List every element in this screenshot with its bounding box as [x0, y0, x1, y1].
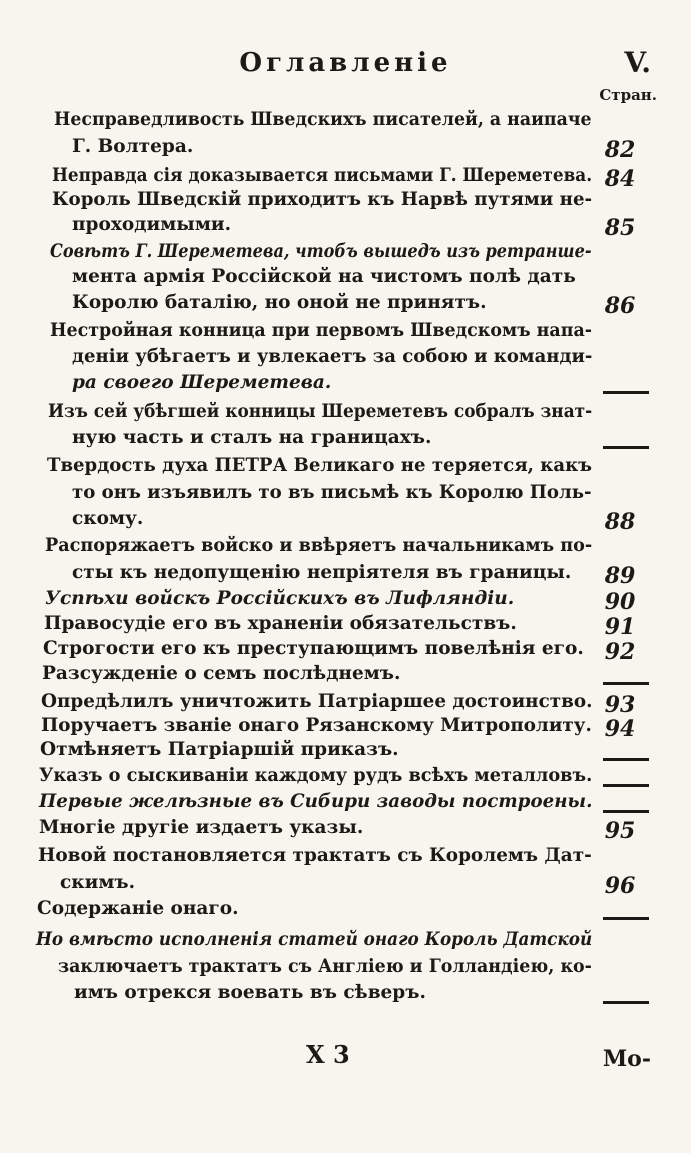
page-number: 88 — [604, 509, 636, 535]
page-dash — [603, 758, 649, 761]
toc-entry-line: мента армія Россійской на чистомъ полѣ дать — [72, 266, 576, 287]
page-number: 90 — [604, 589, 636, 615]
page-column-label: Стран. — [599, 86, 657, 104]
toc-entry-line: сты къ недопущенію непріятеля въ границы. — [72, 562, 572, 583]
toc-entry-line: то онъ изъявилъ то въ письмѣ къ Королю Поль- — [72, 482, 592, 503]
toc-entry-line: Король Шведскій приходитъ къ Нарвѣ путями не- — [52, 189, 593, 210]
toc-entry-line: Правосудіе его въ храненіи обязательствъ. — [44, 613, 517, 634]
page-number: 92 — [604, 639, 636, 665]
toc-entry-line: Поручаетъ званіе онаго Рязанскому Митрополиту. — [41, 715, 592, 736]
page-dash — [603, 917, 649, 920]
catchword: Мо- — [602, 1046, 651, 1072]
page-dash — [603, 391, 649, 394]
page-number: 85 — [604, 215, 636, 241]
page-number: 89 — [604, 563, 636, 589]
toc-entry-line: Распоряжаетъ войско и ввѣряетъ начальникамъ по- — [45, 535, 593, 556]
toc-entry-line: ра своего Шереметева. — [72, 372, 332, 393]
toc-entry-line: Новой постановляется трактатъ съ Королемъ Дат- — [38, 845, 592, 866]
toc-entry-line: Разсужденіе о семъ послѣднемъ. — [42, 663, 401, 684]
page-number: 86 — [604, 293, 636, 319]
toc-entry-line: заключаетъ трактатъ съ Англіею и Голландіею, ко- — [58, 956, 592, 977]
page-dash — [603, 810, 649, 813]
toc-entry-line: Успѣхи войскъ Россійскихъ въ Лифляндіи. — [45, 588, 515, 609]
toc-entry-line: Изъ сей убѣгшей конницы Шереметевъ собралъ знат- — [48, 401, 593, 422]
page-number: 84 — [604, 166, 636, 192]
toc-entry-line: Указъ о сыскиваніи каждому рудъ всѣхъ металловъ. — [39, 765, 593, 786]
toc-entry-line: Первые желѣзные въ Сибири заводы построены. — [39, 791, 593, 812]
toc-entry-line: Твердость духа ПЕТРА Великаго не теряется, какъ — [47, 455, 593, 476]
toc-entry-line: Г. Волтера. — [72, 136, 194, 157]
page-number-roman: V. — [624, 46, 651, 79]
page-dash — [603, 1001, 649, 1004]
page-dash — [603, 784, 649, 787]
toc-entry-line: Несправедливость Шведскихъ писателей, а наипаче — [54, 109, 592, 130]
toc-entry-line: Но вмѣсто исполненія статей онаго Король Датской — [36, 929, 593, 950]
toc-entry-line: Неправда сія доказывается письмами Г. Шереметева. — [52, 165, 593, 186]
page-number: 93 — [604, 692, 636, 718]
toc-entry-line: деніи убѣгаетъ и увлекаетъ за собою и команди- — [72, 346, 593, 367]
toc-entry-line: Отмѣняетъ Патріаршій приказъ. — [40, 739, 399, 760]
toc-entry-line: имъ отрекся воевать въ сѣверъ. — [74, 982, 426, 1003]
page-number: 82 — [604, 137, 636, 163]
page-title: Оглавленіе — [239, 48, 452, 78]
toc-entry-line: скимъ. — [60, 872, 136, 893]
page-number: 91 — [604, 614, 636, 640]
toc-entry-line: Королю баталію, но оной не принятъ. — [72, 292, 487, 313]
page-dash — [603, 682, 649, 685]
page-number: 94 — [604, 716, 636, 742]
toc-entry-line: Содержаніе онаго. — [37, 898, 239, 919]
page-dash — [603, 446, 649, 449]
toc-entry-line: скому. — [72, 508, 144, 529]
toc-entry-line: Нестройная конница при первомъ Шведскомъ напа- — [50, 320, 593, 341]
toc-entry-line: Многіе другіе издаетъ указы. — [39, 817, 364, 838]
toc-entry-line: ную часть и сталъ на границахъ. — [72, 427, 432, 448]
signature-mark: Х 3 — [306, 1040, 350, 1069]
toc-entry-line: Совѣтъ Г. Шереметева, чтобъ вышедъ изъ ретранше- — [50, 241, 592, 262]
toc-entry-line: Строгости его къ преступающимъ повелѣнія его. — [43, 638, 584, 659]
page-number: 95 — [604, 818, 636, 844]
toc-entry-line: проходимыми. — [72, 214, 232, 235]
toc-entry-line: Опредѣлилъ уничтожить Патріаршее достоинство. — [41, 691, 593, 712]
page-number: 96 — [604, 873, 636, 899]
